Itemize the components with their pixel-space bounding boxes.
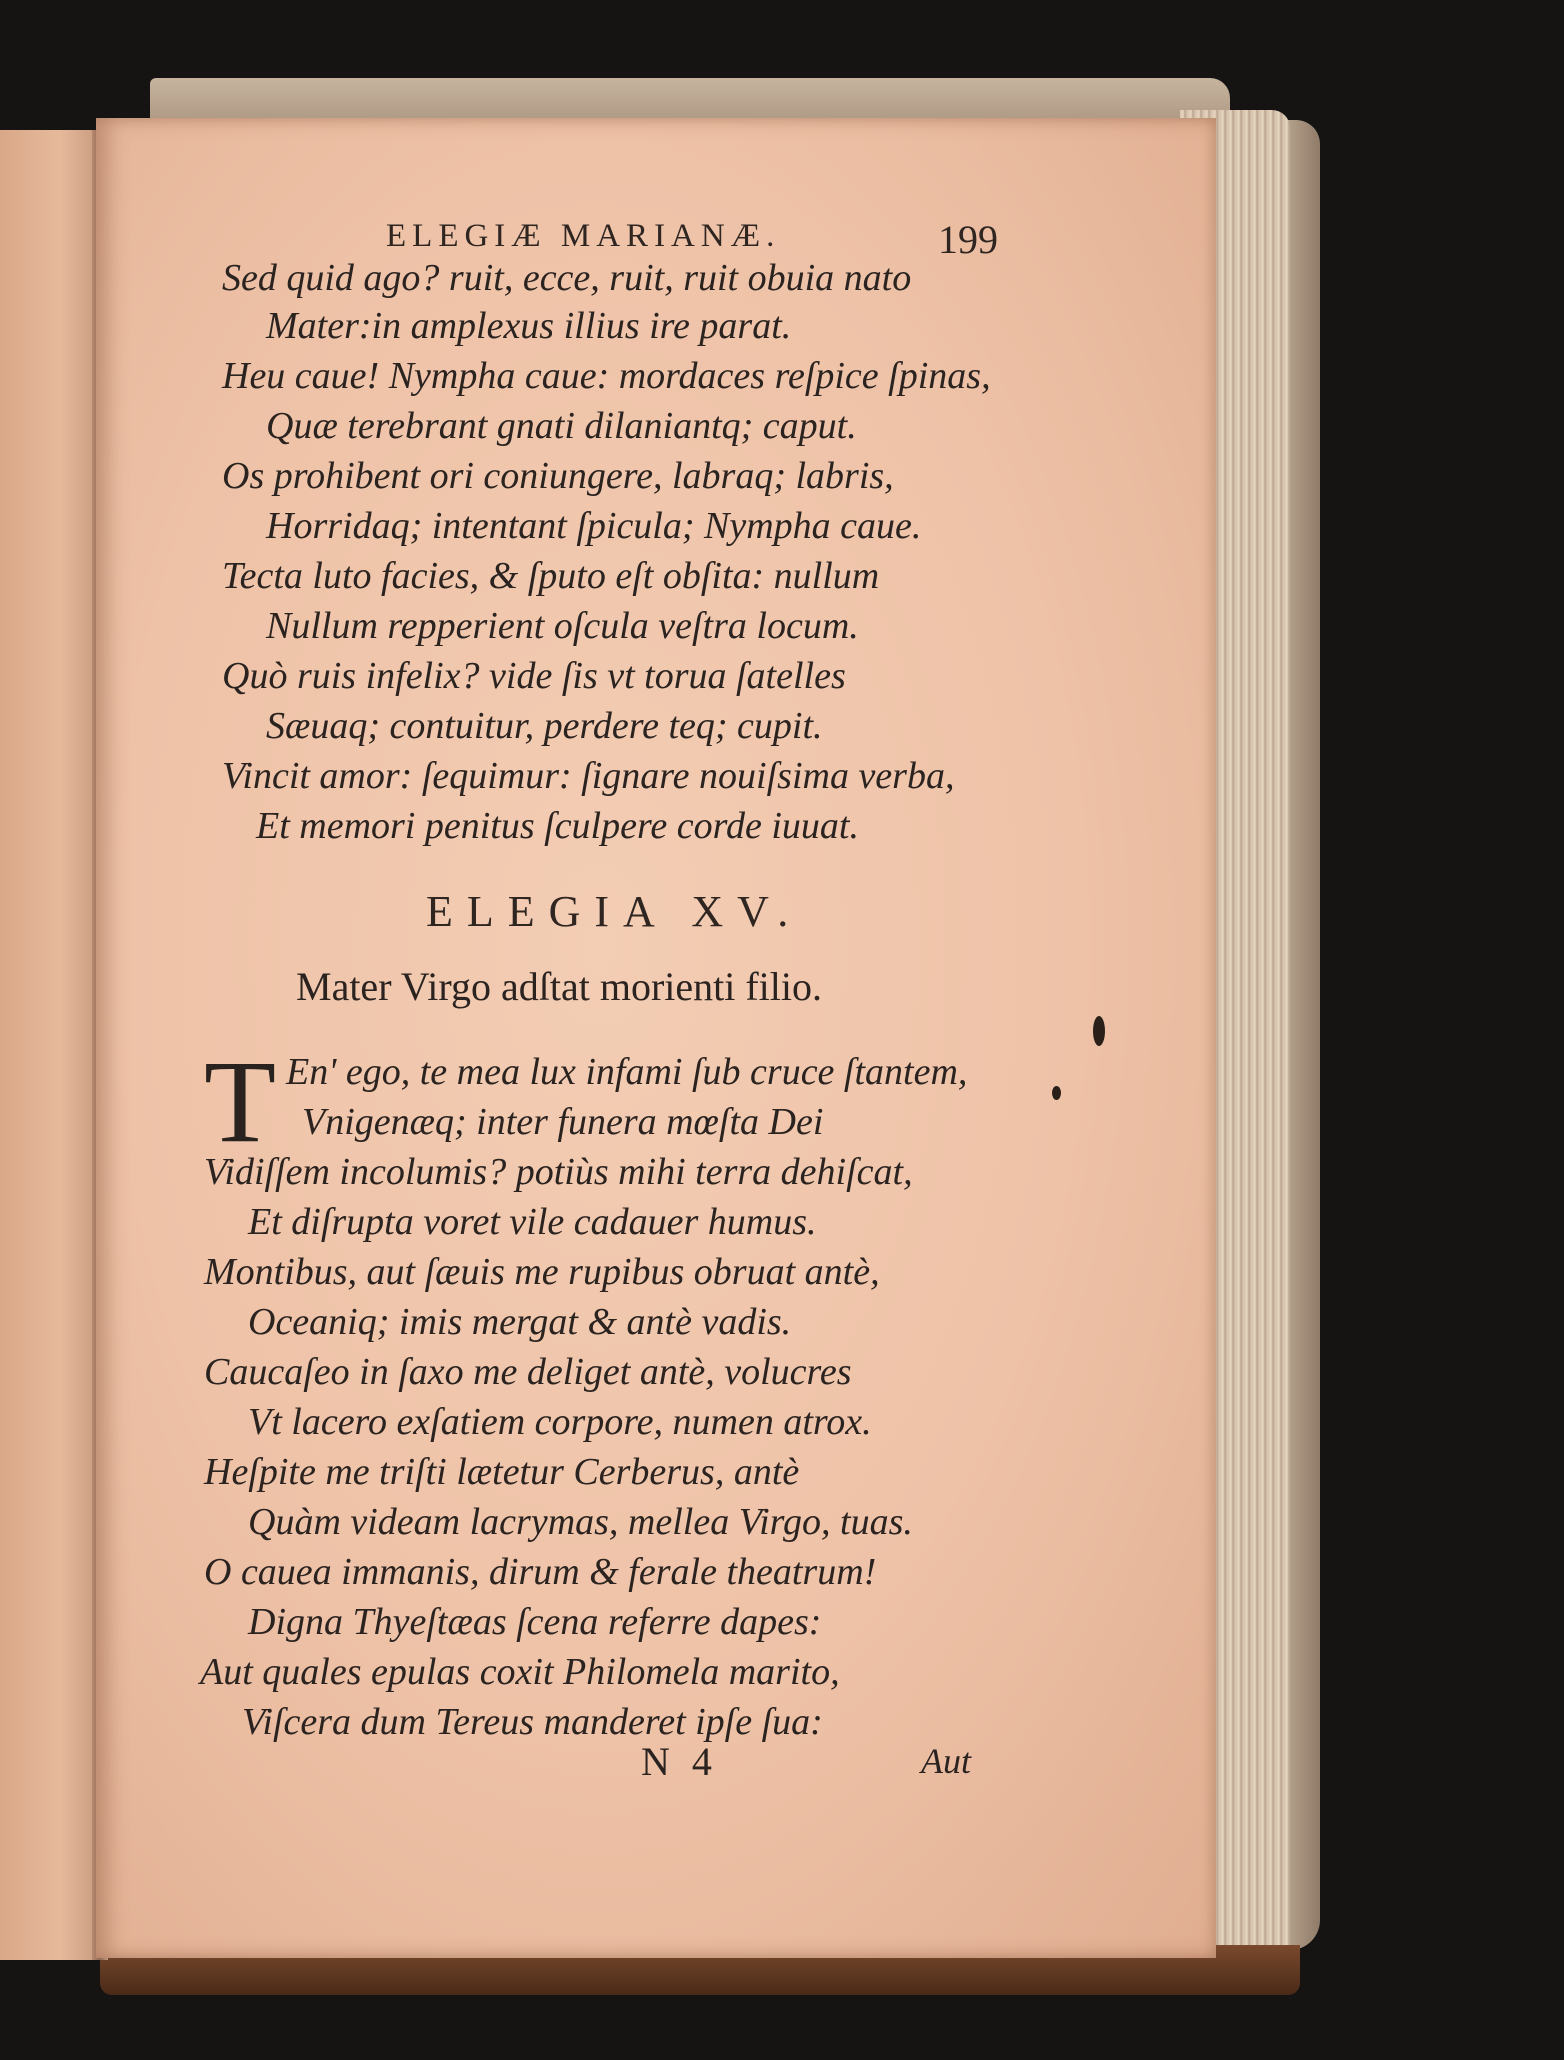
verse-line: Quàm videam lacrymas, mellea Virgo, tuas. — [248, 1501, 913, 1543]
verse-line: En' ego, te mea lux infami ſub cruce ſtantem, — [286, 1051, 968, 1093]
verse-line: Viſcera dum Tereus manderet ipſe ſua: — [242, 1701, 823, 1743]
verse-line: Mater:in amplexus illius ire parat. — [266, 305, 792, 347]
verse-line: Tecta luto facies, & ſputo eſt obſita: nullum — [222, 555, 880, 597]
verse-line: Et diſrupta voret vile cadauer humus. — [248, 1201, 817, 1243]
verse-line: Vt lacero exſatiem corpore, numen atrox. — [248, 1401, 872, 1443]
verse-line: Caucaſeo in ſaxo me deliget antè, volucres — [204, 1351, 852, 1393]
verse-line: Vincit amor: ſequimur: ſignare nouiſsima verba, — [222, 755, 955, 797]
verse-line: O cauea immanis, dirum & ferale theatrum! — [204, 1551, 877, 1593]
verse-line: Vidiſſem incolumis? potiùs mihi terra dehiſcat, — [204, 1151, 913, 1193]
verse-line: Quò ruis infelix? vide ſis vt torua ſatelles — [222, 655, 846, 697]
verse-line: Os prohibent ori coniungere, labraq; labris, — [222, 455, 894, 497]
verse-line: Heu caue! Nympha caue: mordaces reſpice ſpinas, — [222, 355, 991, 397]
left-page-edge — [0, 130, 100, 1960]
verse-line: Sæuaq; contuitur, perdere teq; cupit. — [266, 705, 823, 747]
elegy-title: ELEGIA XV. — [426, 887, 803, 936]
ink-stain — [1052, 1086, 1061, 1100]
verse-line: Aut quales epulas coxit Philomela marito, — [200, 1651, 840, 1693]
ink-stain — [1093, 1016, 1105, 1046]
right-page — [96, 118, 1216, 1958]
verse-line: Vnigenæq; inter funera mœſta Dei — [302, 1101, 824, 1143]
verse-line: Quæ terebrant gnati dilaniantq; caput. — [266, 405, 857, 447]
verse-line: Horridaq; intentant ſpicula; Nympha caue. — [266, 505, 922, 547]
running-head: ELEGIÆ MARIANÆ. — [386, 218, 781, 254]
page-number: 199 — [938, 217, 998, 262]
drop-cap: T — [204, 1036, 277, 1167]
verse-line: Sed quid ago? ruit, ecce, ruit, ruit obuia nato — [222, 257, 912, 299]
verse-line: Et memori penitus ſculpere corde iuuat. — [256, 805, 859, 847]
verse-line: Digna Thyeſtæas ſcena referre dapes: — [248, 1601, 822, 1643]
page-text — [96, 118, 1216, 1958]
elegy-subtitle: Mater Virgo adſtat morienti filio. — [296, 964, 823, 1009]
verse-line: Oceaniq; imis mergat & antè vadis. — [248, 1301, 792, 1343]
signature-mark: N 4 — [641, 1739, 718, 1784]
verse-line: Montibus, aut ſæuis me rupibus obruat antè, — [204, 1251, 880, 1293]
catchword: Aut — [921, 1741, 971, 1781]
verse-line: Heſpite me triſti lætetur Cerberus, antè — [204, 1451, 800, 1493]
verse-line: Nullum repperient oſcula veſtra locum. — [266, 605, 859, 647]
